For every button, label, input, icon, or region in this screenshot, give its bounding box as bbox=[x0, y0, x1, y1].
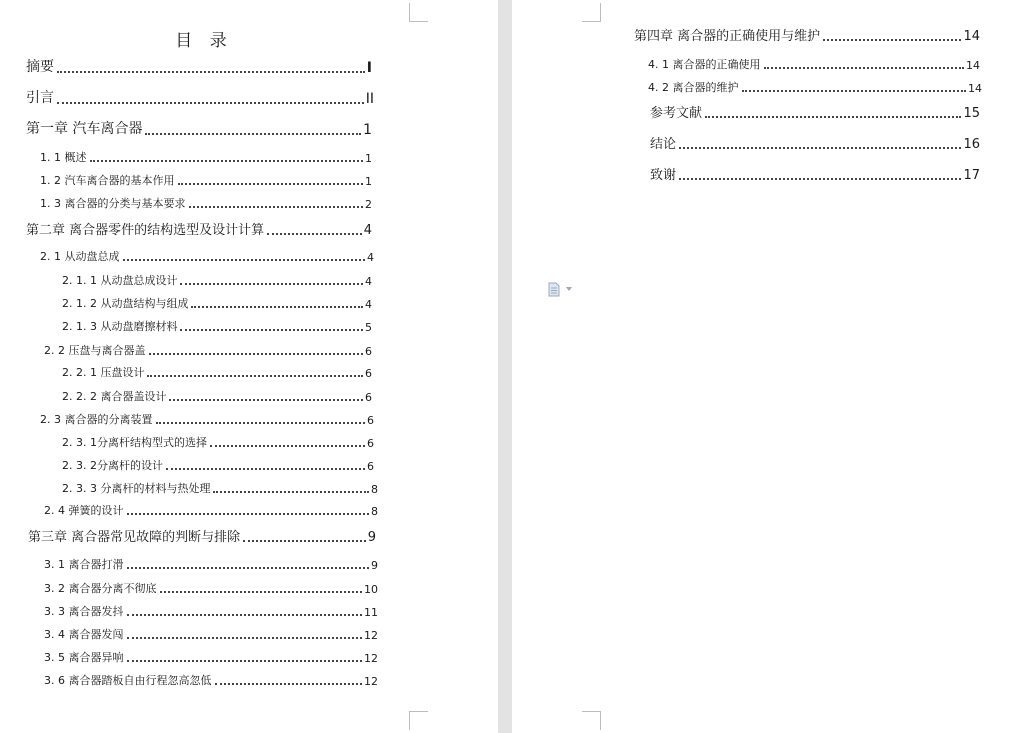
toc-page-number: 6 bbox=[365, 367, 372, 380]
toc-page-number: 5 bbox=[365, 321, 372, 334]
toc-leader bbox=[127, 614, 363, 616]
toc-entry[interactable] bbox=[40, 248, 374, 264]
toc-entry-text: 1. 1 概述 bbox=[40, 151, 87, 164]
toc-entry[interactable] bbox=[648, 56, 980, 72]
toc-leader bbox=[823, 39, 961, 41]
chevron-down-icon[interactable] bbox=[566, 287, 572, 291]
toc-page-number: 6 bbox=[365, 391, 372, 404]
toc-entry[interactable] bbox=[40, 149, 372, 165]
toc-page-number: 14 bbox=[966, 59, 980, 72]
toc-page-number: 11 bbox=[364, 606, 378, 619]
toc-entry[interactable] bbox=[62, 388, 372, 404]
toc-entry[interactable] bbox=[648, 79, 982, 95]
toc-entry-text: 2. 1. 2 从动盘结构与组成 bbox=[62, 297, 189, 310]
document-page-left bbox=[0, 0, 498, 733]
toc-page-number: 4 bbox=[367, 251, 374, 264]
toc-entry[interactable] bbox=[26, 60, 372, 76]
toc-entry[interactable] bbox=[28, 529, 376, 545]
toc-entry[interactable] bbox=[44, 342, 372, 358]
toc-entry-text: 3. 6 离合器踏板自由行程忽高忽低 bbox=[44, 674, 212, 687]
toc-leader bbox=[169, 399, 363, 401]
toc-leader bbox=[127, 637, 363, 639]
toc-page-number: 6 bbox=[367, 414, 374, 427]
page-corner-mark bbox=[409, 3, 428, 22]
toc-entry-text: 结论 bbox=[650, 137, 677, 152]
toc-page-number: 16 bbox=[963, 137, 980, 152]
toc-leader bbox=[127, 567, 370, 569]
toc-page-number: 6 bbox=[367, 437, 374, 450]
toc-leader bbox=[147, 375, 363, 377]
toc-entry[interactable] bbox=[62, 364, 372, 380]
toc-leader bbox=[160, 591, 363, 593]
toc-entry[interactable] bbox=[62, 480, 378, 496]
toc-leader bbox=[705, 116, 961, 118]
toc-page-number: II bbox=[365, 91, 374, 107]
toc-entry[interactable] bbox=[62, 434, 374, 450]
toc-leader bbox=[127, 513, 370, 515]
toc-page-number: 6 bbox=[365, 345, 372, 358]
toc-entry[interactable] bbox=[62, 457, 374, 473]
toc-entry-text: 2. 1. 3 从动盘磨擦材料 bbox=[62, 320, 178, 333]
toc-leader bbox=[679, 178, 961, 180]
toc-leader bbox=[57, 102, 364, 104]
toc-leader bbox=[742, 90, 967, 92]
toc-entry-text: 2. 1 从动盘总成 bbox=[40, 250, 120, 263]
toc-leader bbox=[145, 133, 361, 135]
toc-leader bbox=[189, 206, 364, 208]
page-gutter bbox=[498, 0, 512, 733]
toc-page-number: 8 bbox=[371, 505, 378, 518]
toc-leader bbox=[215, 683, 363, 685]
page-corner-mark bbox=[582, 711, 601, 730]
toc-leader bbox=[123, 259, 366, 261]
toc-entry-text: 2. 3. 2分离杆的设计 bbox=[62, 459, 163, 472]
toc-leader bbox=[180, 329, 363, 331]
toc-entry-text: 致谢 bbox=[650, 168, 677, 183]
document-page-right bbox=[512, 0, 1011, 733]
toc-entry-text: 2. 4 弹簧的设计 bbox=[44, 504, 124, 517]
toc-entry[interactable] bbox=[26, 122, 372, 138]
toc-entry-text: 1. 3 离合器的分类与基本要求 bbox=[40, 197, 186, 210]
toc-page-number: 9 bbox=[371, 559, 378, 572]
toc-leader bbox=[213, 491, 369, 493]
toc-entry[interactable] bbox=[40, 195, 372, 211]
toc-leader bbox=[267, 233, 362, 235]
toc-entry[interactable] bbox=[44, 603, 378, 619]
toc-page-number: 12 bbox=[364, 652, 378, 665]
toc-entry-text: 2. 3. 1分离杆结构型式的选择 bbox=[62, 436, 207, 449]
toc-entry[interactable] bbox=[62, 318, 372, 334]
toc-entry[interactable] bbox=[650, 105, 980, 121]
toc-page-number: 6 bbox=[367, 460, 374, 473]
toc-leader bbox=[156, 422, 366, 424]
page-corner-mark bbox=[582, 3, 601, 22]
toc-entry-text: 2. 2 压盘与离合器盖 bbox=[44, 344, 146, 357]
toc-page-number: 12 bbox=[364, 629, 378, 642]
toc-page-number: 4 bbox=[365, 275, 372, 288]
toc-leader bbox=[166, 468, 365, 470]
page-corner-mark bbox=[409, 711, 428, 730]
toc-entry-text: 3. 5 离合器异响 bbox=[44, 651, 124, 664]
toc-leader bbox=[90, 160, 364, 162]
toc-entry[interactable] bbox=[44, 580, 378, 596]
toc-entry[interactable] bbox=[44, 556, 378, 572]
toc-entry-text: 摘要 bbox=[26, 59, 54, 75]
toc-entry-text: 4. 1 离合器的正确使用 bbox=[648, 58, 761, 71]
toc-entry-text: 2. 3. 3 分离杆的材料与热处理 bbox=[62, 482, 211, 495]
toc-entry-text: 2. 3 离合器的分离装置 bbox=[40, 413, 153, 426]
toc-entry[interactable] bbox=[650, 136, 980, 152]
toc-page-number: 4 bbox=[363, 223, 372, 238]
toc-leader bbox=[127, 660, 363, 662]
toc-page-number: 17 bbox=[963, 168, 980, 183]
toc-entry-text: 第一章 汽车离合器 bbox=[26, 121, 143, 137]
toc-entry-text: 3. 4 离合器发闯 bbox=[44, 628, 124, 641]
toc-leader bbox=[180, 283, 363, 285]
toc-entry-text: 2. 1. 1 从动盘总成设计 bbox=[62, 274, 178, 287]
toc-entry[interactable] bbox=[650, 167, 980, 183]
toc-entry[interactable] bbox=[62, 295, 372, 311]
toc-leader bbox=[57, 71, 365, 73]
toc-leader bbox=[210, 445, 365, 447]
toc-entry[interactable] bbox=[44, 672, 378, 688]
toc-entry-text: 第四章 离合器的正确使用与维护 bbox=[634, 29, 821, 44]
toc-entry-text: 引言 bbox=[26, 90, 54, 106]
toc-entry[interactable] bbox=[26, 91, 374, 107]
toc-entry[interactable] bbox=[62, 272, 372, 288]
paste-options-icon[interactable] bbox=[548, 282, 560, 297]
toc-entry-text: 4. 2 离合器的维护 bbox=[648, 81, 739, 94]
toc-entry-text: 第三章 离合器常见故障的判断与排除 bbox=[28, 530, 241, 545]
toc-entry-text: 2. 2. 1 压盘设计 bbox=[62, 366, 145, 379]
toc-entry[interactable] bbox=[40, 172, 372, 188]
toc-page-number: 4 bbox=[365, 298, 372, 311]
toc-page-number: 9 bbox=[367, 530, 376, 545]
toc-page-number: 8 bbox=[371, 483, 378, 496]
toc-entry[interactable] bbox=[44, 649, 378, 665]
toc-entry[interactable] bbox=[44, 626, 378, 642]
toc-page-number: 10 bbox=[364, 583, 378, 596]
toc-entry[interactable] bbox=[44, 502, 378, 518]
toc-title: 目 录 bbox=[175, 31, 233, 51]
toc-entry-text: 3. 1 离合器打滑 bbox=[44, 558, 124, 571]
toc-entry-text: 3. 3 离合器发抖 bbox=[44, 605, 124, 618]
toc-page-number: I bbox=[366, 60, 372, 76]
toc-leader bbox=[149, 353, 364, 355]
toc-leader bbox=[191, 306, 363, 308]
toc-page-number: 1 bbox=[365, 152, 372, 165]
toc-page-number: 2 bbox=[365, 198, 372, 211]
toc-page-number: 1 bbox=[365, 175, 372, 188]
toc-page-number: 12 bbox=[364, 675, 378, 688]
toc-entry-text: 2. 2. 2 离合器盖设计 bbox=[62, 390, 167, 403]
toc-leader bbox=[243, 540, 366, 542]
toc-entry[interactable] bbox=[26, 222, 372, 238]
toc-entry-text: 1. 2 汽车离合器的基本作用 bbox=[40, 174, 175, 187]
toc-page-number: 14 bbox=[968, 82, 982, 95]
toc-page-number: 15 bbox=[963, 106, 980, 121]
toc-leader bbox=[764, 67, 965, 69]
toc-entry-text: 第二章 离合器零件的结构选型及设计计算 bbox=[26, 223, 265, 238]
toc-entry[interactable] bbox=[40, 411, 374, 427]
toc-entry-text: 3. 2 离合器分离不彻底 bbox=[44, 582, 157, 595]
toc-entry[interactable] bbox=[634, 28, 980, 44]
toc-entry-text: 参考文献 bbox=[650, 106, 703, 121]
toc-leader bbox=[178, 183, 364, 185]
toc-page-number: 14 bbox=[963, 29, 980, 44]
toc-leader bbox=[679, 147, 961, 149]
toc-page-number: 1 bbox=[363, 122, 372, 138]
